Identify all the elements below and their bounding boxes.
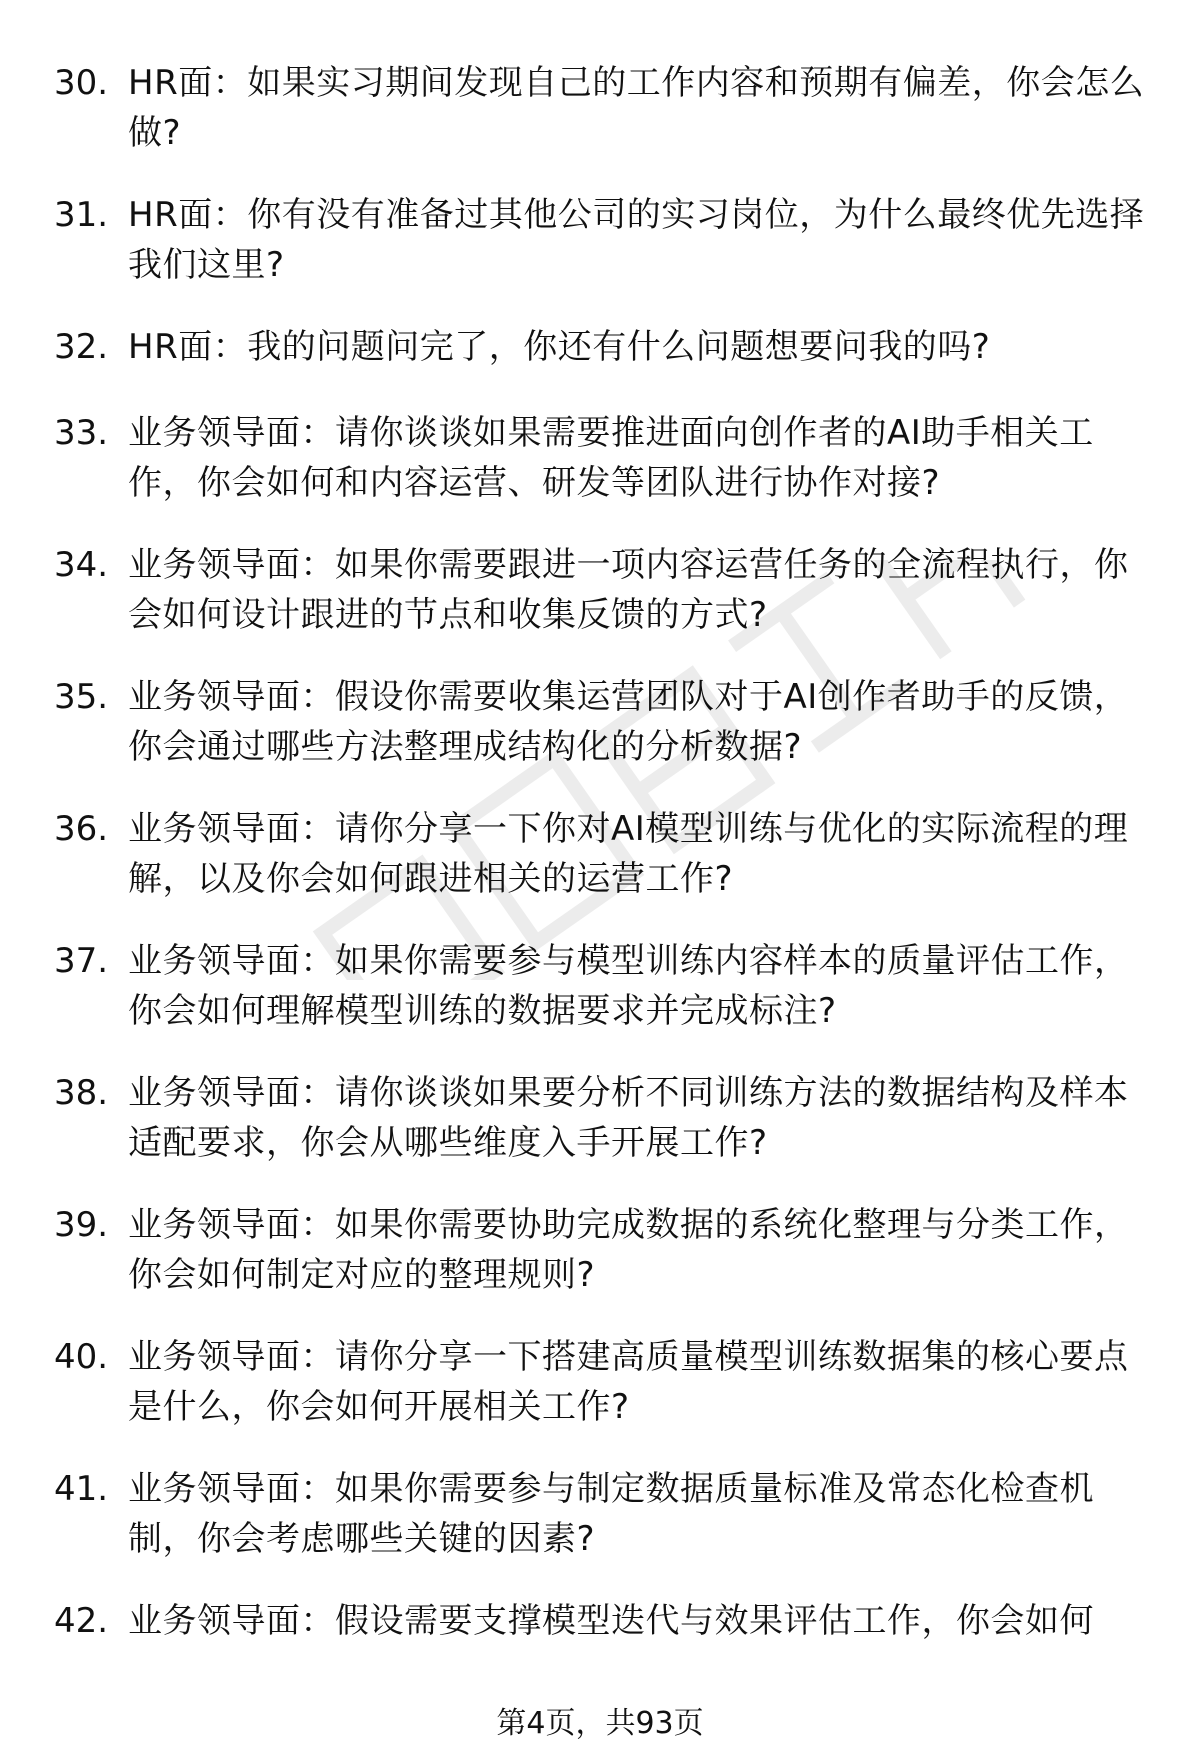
page-footer: 第4页，共93页	[496, 1706, 704, 1741]
question-item	[0, 1068, 1200, 1200]
question-number: 41.	[54, 1469, 109, 1509]
question-number: 35.	[54, 677, 109, 717]
question-item	[0, 1200, 1200, 1332]
question-number: 33.	[54, 413, 109, 453]
question-number: 34.	[54, 545, 109, 585]
question-number: 36.	[54, 809, 109, 849]
question-item	[0, 190, 1200, 322]
question-number: 39.	[54, 1205, 109, 1245]
question-text: 业务领导面：请你分享一下搭建高质量模型训练数据集的核心要点是什么，你会如何开展相关工作?	[128, 1337, 1129, 1427]
question-text: 业务领导面：如果你需要协助完成数据的系统化整理与分类工作，你会如何制定对应的整理规则?	[128, 1205, 1129, 1295]
question-number: 32.	[54, 327, 109, 367]
question-text: 业务领导面：如果你需要参与制定数据质量标准及常态化检查机制，你会考虑哪些关键的因素?	[128, 1469, 1094, 1559]
question-item	[0, 1332, 1200, 1464]
question-text: 业务领导面：请你谈谈如果要分析不同训练方法的数据结构及样本适配要求，你会从哪些维度入手开展工作?	[128, 1073, 1129, 1163]
question-item	[0, 1596, 1200, 1656]
question-list	[0, 58, 1200, 1656]
question-text: HR面：我的问题问完了，你还有什么问题想要问我的吗?	[128, 327, 991, 367]
question-item	[0, 408, 1200, 540]
question-text: 业务领导面：如果你需要参与模型训练内容样本的质量评估工作，你会如何理解模型训练的数据要求并完成标注?	[128, 941, 1129, 1031]
question-item	[0, 936, 1200, 1068]
question-text: 业务领导面：请你谈谈如果需要推进面向创作者的AI助手相关工作，你会如何和内容运营、研发等团队进行协作对接?	[128, 413, 1094, 503]
question-number: 40.	[54, 1337, 109, 1377]
question-item	[0, 58, 1200, 190]
question-number: 38.	[54, 1073, 109, 1113]
question-number: 30.	[54, 63, 109, 103]
question-number: 37.	[54, 941, 109, 981]
question-item	[0, 804, 1200, 936]
question-text: HR面：如果实习期间发现自己的工作内容和预期有偏差，你会怎么做?	[128, 63, 1145, 153]
question-number: 42.	[54, 1601, 109, 1641]
question-item	[0, 672, 1200, 804]
question-text: 业务领导面：请你分享一下你对AI模型训练与优化的实际流程的理解，以及你会如何跟进相关的运营工作?	[128, 809, 1129, 899]
question-text: 业务领导面：假设你需要收集运营团队对于AI创作者助手的反馈，你会通过哪些方法整理成结构化的分析数据?	[128, 677, 1129, 767]
question-number: 31.	[54, 195, 109, 235]
question-item	[0, 1464, 1200, 1596]
question-item	[0, 540, 1200, 672]
question-text: 业务领导面：如果你需要跟进一项内容运营任务的全流程执行，你会如何设计跟进的节点和收集反馈的方式?	[128, 545, 1129, 635]
question-item	[0, 322, 1200, 408]
question-text: 业务领导面：假设需要支撑模型迭代与效果评估工作，你会如何	[128, 1601, 1094, 1641]
question-text: HR面：你有没有准备过其他公司的实习岗位，为什么最终优先选择我们这里?	[128, 195, 1145, 285]
